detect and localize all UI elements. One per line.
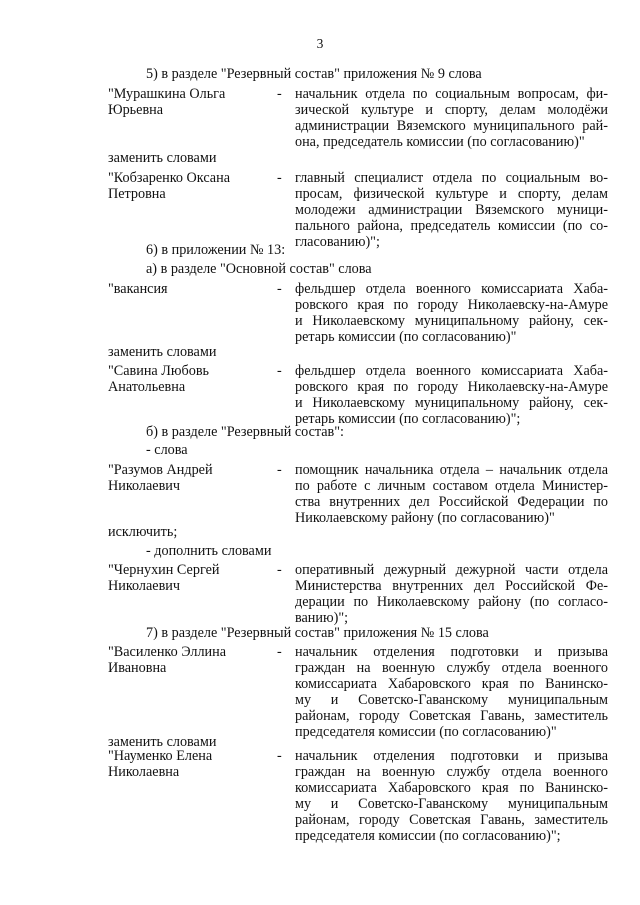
section-6-intro: 6) в приложении № 13: [146,242,286,258]
s7-old-desc: начальник отделения подготовки и призыва граждан на военную службу отдела военного комиссариата Хабаровского края по Ванинско- му и Советско-Гаванскому муниципальным районам, городу Советская Гавань, заместитель председателя комиссии (по согласованию)" [295,644,608,740]
s5-new-desc: главный специалист отдела по социальным во- просам, физической культуре и спорту, делам молодежи администрации Вяземского муници- пального района, председатель комиссии (по со- гласованию)"; [295,170,608,250]
s6b-add-label: - дополнить словами [146,543,272,559]
s7-old-dash: - [277,644,282,660]
section-6b-intro: б) в разделе "Резервный состав": [146,424,344,440]
s6a-old-dash: - [277,281,282,297]
s7-new-desc: начальник отделения подготовки и призыва граждан на военную службу отдела военного комиссариата Хабаровского края по Ванинско- му и Советско-Гаванскому муниципальным районам, городу Советская Гавань, заместитель председателя комиссии (по согласованию)"; [295,748,608,844]
s7-old-name: "Василенко Эллина Ивановна [108,644,227,676]
s5-new-dash: - [277,170,282,186]
s6b-old-dash: - [277,462,282,478]
s6b-old-desc: помощник начальника отдела – начальник отдела по работе с личным составом отдела Министер- ства внутренних дел Российской Федерации по Николаевскому району (по согласованию)" [295,462,608,526]
s5-replace-label: заменить словами [108,150,217,166]
s6b-old-name: "Разумов Андрей Николаевич [108,462,213,494]
s5-new-name: "Кобзаренко Оксана Петровна [108,170,230,202]
section-7-intro: 7) в разделе "Резервный состав" приложения № 15 слова [146,625,489,641]
s5-old-desc: начальник отдела по социальным вопросам, фи- зической культуре и спорту, делам молодёжи администрации Вяземского муниципального рай- она, председатель комиссии (по согласованию)" [295,86,608,150]
s6b-new-desc: оперативный дежурный дежурной части отдела Министерства внутренних дел Российской Фе- дерации по Николаевскому району (по согласо- ванию)"; [295,562,608,626]
s6a-new-name: "Савина Любовь Анатольевна [108,363,209,395]
s6a-old-name: "вакансия [108,281,168,297]
s5-old-name: "Мурашкина Ольга Юрьевна [108,86,226,118]
s6b-new-dash: - [277,562,282,578]
s6b-exclude-label: исключить; [108,524,178,540]
s6b-new-name: "Чернухин Сергей Николаевич [108,562,220,594]
s5-old-dash: - [277,86,282,102]
page-number: 3 [316,36,324,51]
s7-new-dash: - [277,748,282,764]
s7-new-name: "Науменко Елена Николаевна [108,748,213,780]
section-5-intro: 5) в разделе "Резервный состав" приложения № 9 слова [146,66,482,82]
s6a-new-dash: - [277,363,282,379]
s6b-words-label: - слова [146,442,188,458]
section-6a-intro: а) в разделе "Основной состав" слова [146,261,372,277]
s6a-new-desc: фельдшер отдела военного комиссариата Хаба- ровского края по городу Николаевску-на-Амуре и Николаевскому муниципальному району, сек- ретарь комиссии (по согласованию)"; [295,363,608,427]
s7-replace-label: заменить словами [108,734,217,750]
s6a-old-desc: фельдшер отдела военного комиссариата Хаба- ровского края по городу Николаевску-на-Амуре и Николаевскому муниципальному району, сек- ретарь комиссии (по согласованию)" [295,281,608,345]
s6a-replace-label: заменить словами [108,344,217,360]
